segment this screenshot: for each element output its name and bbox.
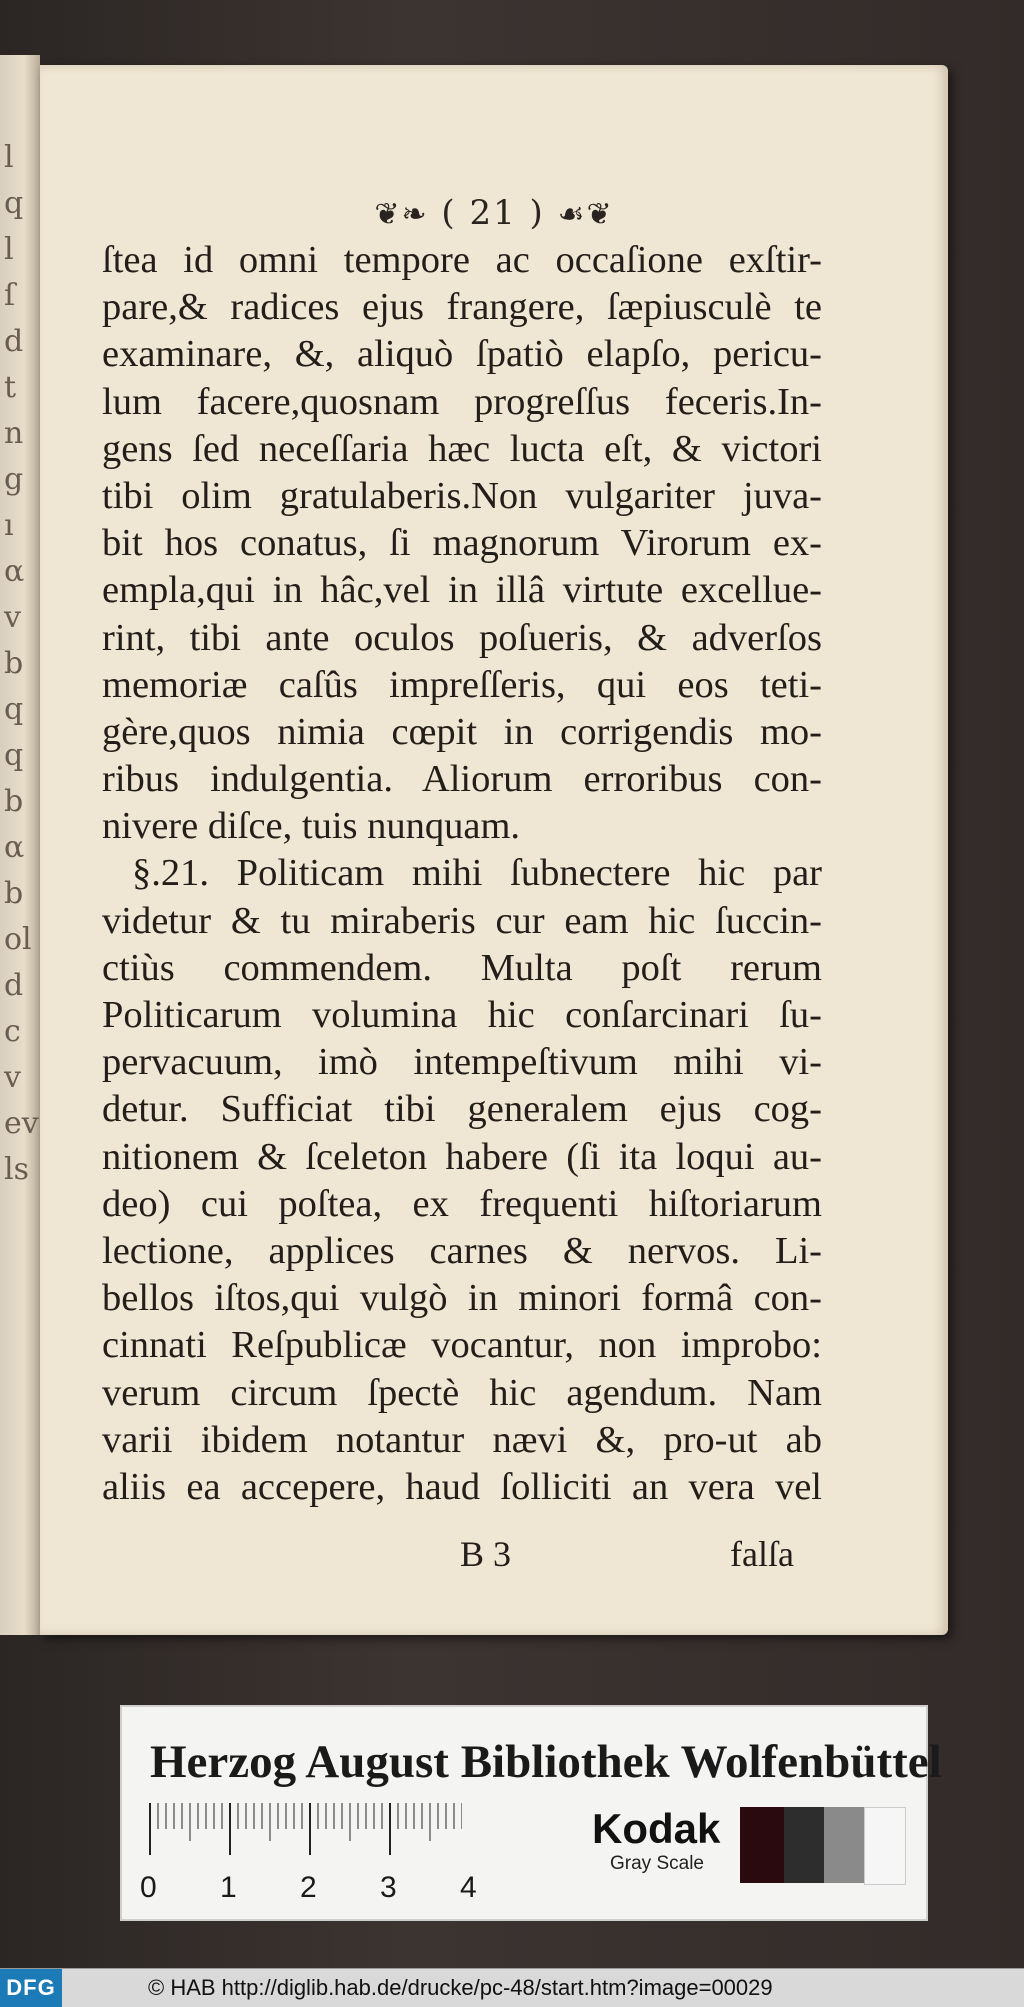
text-line: Politicarum volumina hic conſarcinari ſu- — [102, 994, 822, 1036]
ruler-number: 4 — [460, 1871, 477, 1904]
color-calibration-card — [120, 1705, 942, 1921]
previous-page-fragment: α — [4, 554, 25, 589]
previous-page-fragment: ſ — [4, 278, 16, 313]
text-line: gère,quos nimia cœpit in corrigendis mo- — [102, 710, 822, 753]
previous-page-fragment: t — [4, 370, 17, 405]
text-line: bit hos conatus, ſi magnorum Virorum ex- — [102, 522, 822, 565]
text-line: examinare, &, aliquò ſpatiò elapſo, pericu- — [102, 333, 822, 376]
text-line: varii ibidem notantur nævi &, pro-ut ab — [102, 1418, 822, 1461]
black-swatch — [740, 1807, 784, 1883]
text-line: nivere diſce, tuis nunquam. — [102, 805, 521, 848]
page-text — [102, 237, 822, 1511]
previous-page-fragment: ol — [4, 922, 32, 957]
text-line: lectione, applices carnes & nervos. Li- — [102, 1229, 822, 1272]
previous-page-fragment: α — [4, 830, 25, 865]
left-ornament-icon: ❦❧ — [374, 197, 429, 232]
text-line: ſtea id omni tempore ac occaſione exſtir- — [102, 239, 822, 281]
text-line: bellos iſtos,qui vulgò in minori formâ con- — [102, 1277, 822, 1320]
previous-page-fragment: d — [4, 324, 24, 359]
previous-page-fragment: b — [4, 646, 24, 681]
ruler-number: 2 — [300, 1871, 317, 1904]
previous-page-fragment: ev — [4, 1106, 39, 1141]
previous-page-fragment: q — [4, 186, 24, 221]
text-line: aliis ea accepere, haud ſolliciti an vera vel — [102, 1465, 822, 1508]
page-header — [40, 193, 948, 233]
previous-page-fragment: g — [4, 462, 24, 497]
ruler-number: 3 — [380, 1871, 397, 1904]
catchword: falſa — [730, 1534, 794, 1574]
right-ornament-icon: ☙❦ — [557, 197, 614, 232]
previous-page-fragment: d — [4, 968, 24, 1003]
previous-page-fragment: v — [4, 1060, 21, 1095]
text-line: deo) cui poſtea, ex frequenti hiſtoriarum — [102, 1182, 822, 1225]
copyright-url[interactable]: © HAB http://diglib.hab.de/drucke/pc-48/start.htm?image=00029 — [148, 1975, 773, 2000]
signature-mark: B 3 — [460, 1534, 512, 1574]
white-swatch — [864, 1807, 906, 1885]
text-line: detur. Sufficiat tibi generalem ejus cog- — [102, 1088, 822, 1131]
previous-page-fragment: b — [4, 876, 24, 911]
previous-page-fragment: l — [4, 232, 14, 267]
previous-page-fragment: q — [4, 692, 24, 727]
viewer-footer — [0, 1968, 1024, 2007]
text-line: memoriæ caſûs impreſſeris, qui eos teti- — [102, 663, 822, 706]
ruler-icon — [122, 1795, 462, 1875]
text-line: cinnati Reſpublicæ vocantur, non improbo: — [102, 1324, 822, 1367]
book-page — [40, 65, 948, 1635]
ruler-number: 0 — [140, 1871, 157, 1904]
text-line: nitionem & ſceleton habere (ſi ita loqui au- — [102, 1135, 822, 1178]
text-line: rint, tibi ante oculos poſueris, & adverſos — [102, 616, 822, 659]
text-line: §.21. Politicam mihi ſubnectere hic par — [132, 852, 822, 895]
ruler-number: 1 — [220, 1871, 237, 1904]
previous-page-fragment: q — [4, 738, 24, 773]
text-line: gens ſed neceſſaria hæc lucta eſt, & victori — [102, 427, 822, 470]
kodak-logo: Kodak — [592, 1805, 721, 1852]
previous-page-edge — [0, 55, 40, 1635]
text-line: pervacuum, imò intempeſtivum mihi vi- — [102, 1041, 822, 1084]
previous-page-fragment: ls — [4, 1152, 29, 1187]
text-line: pare,& radices ejus frangere, ſæpiusculè te — [102, 286, 822, 329]
page-number: ( 21 ) — [441, 193, 545, 233]
text-line: ribus indulgentia. Aliorum erroribus con- — [102, 758, 822, 801]
dfg-logo: DFG — [0, 1969, 62, 2007]
text-line: lum facere,quosnam progreſſus feceris.In- — [102, 380, 822, 423]
text-line: ctiùs commendem. Multa poſt rerum — [102, 946, 822, 989]
text-line: empla,qui in hâc,vel in illâ virtute excelluе- — [102, 569, 822, 612]
previous-page-fragment: n — [4, 416, 24, 451]
previous-page-fragment: v — [4, 600, 21, 635]
library-name: Herzog August Bibliothek Wolfenbüttel — [150, 1736, 942, 1788]
previous-page-fragment: ı — [4, 508, 14, 543]
previous-page-fragment: c — [4, 1014, 21, 1049]
mid-gray-swatch — [824, 1807, 864, 1883]
text-line: tibi olim gratulaberis.Non vulgariter juva- — [102, 474, 822, 517]
gray-scale-label: Gray Scale — [610, 1853, 704, 1874]
previous-page-fragment: l — [4, 140, 14, 175]
text-line: videtur & tu miraberis cur eam hic ſuccin- — [102, 899, 822, 942]
previous-page-fragment: b — [4, 784, 24, 819]
dark-gray-swatch — [784, 1807, 824, 1883]
text-line: verum circum ſpectè hic agendum. Nam — [102, 1371, 822, 1414]
